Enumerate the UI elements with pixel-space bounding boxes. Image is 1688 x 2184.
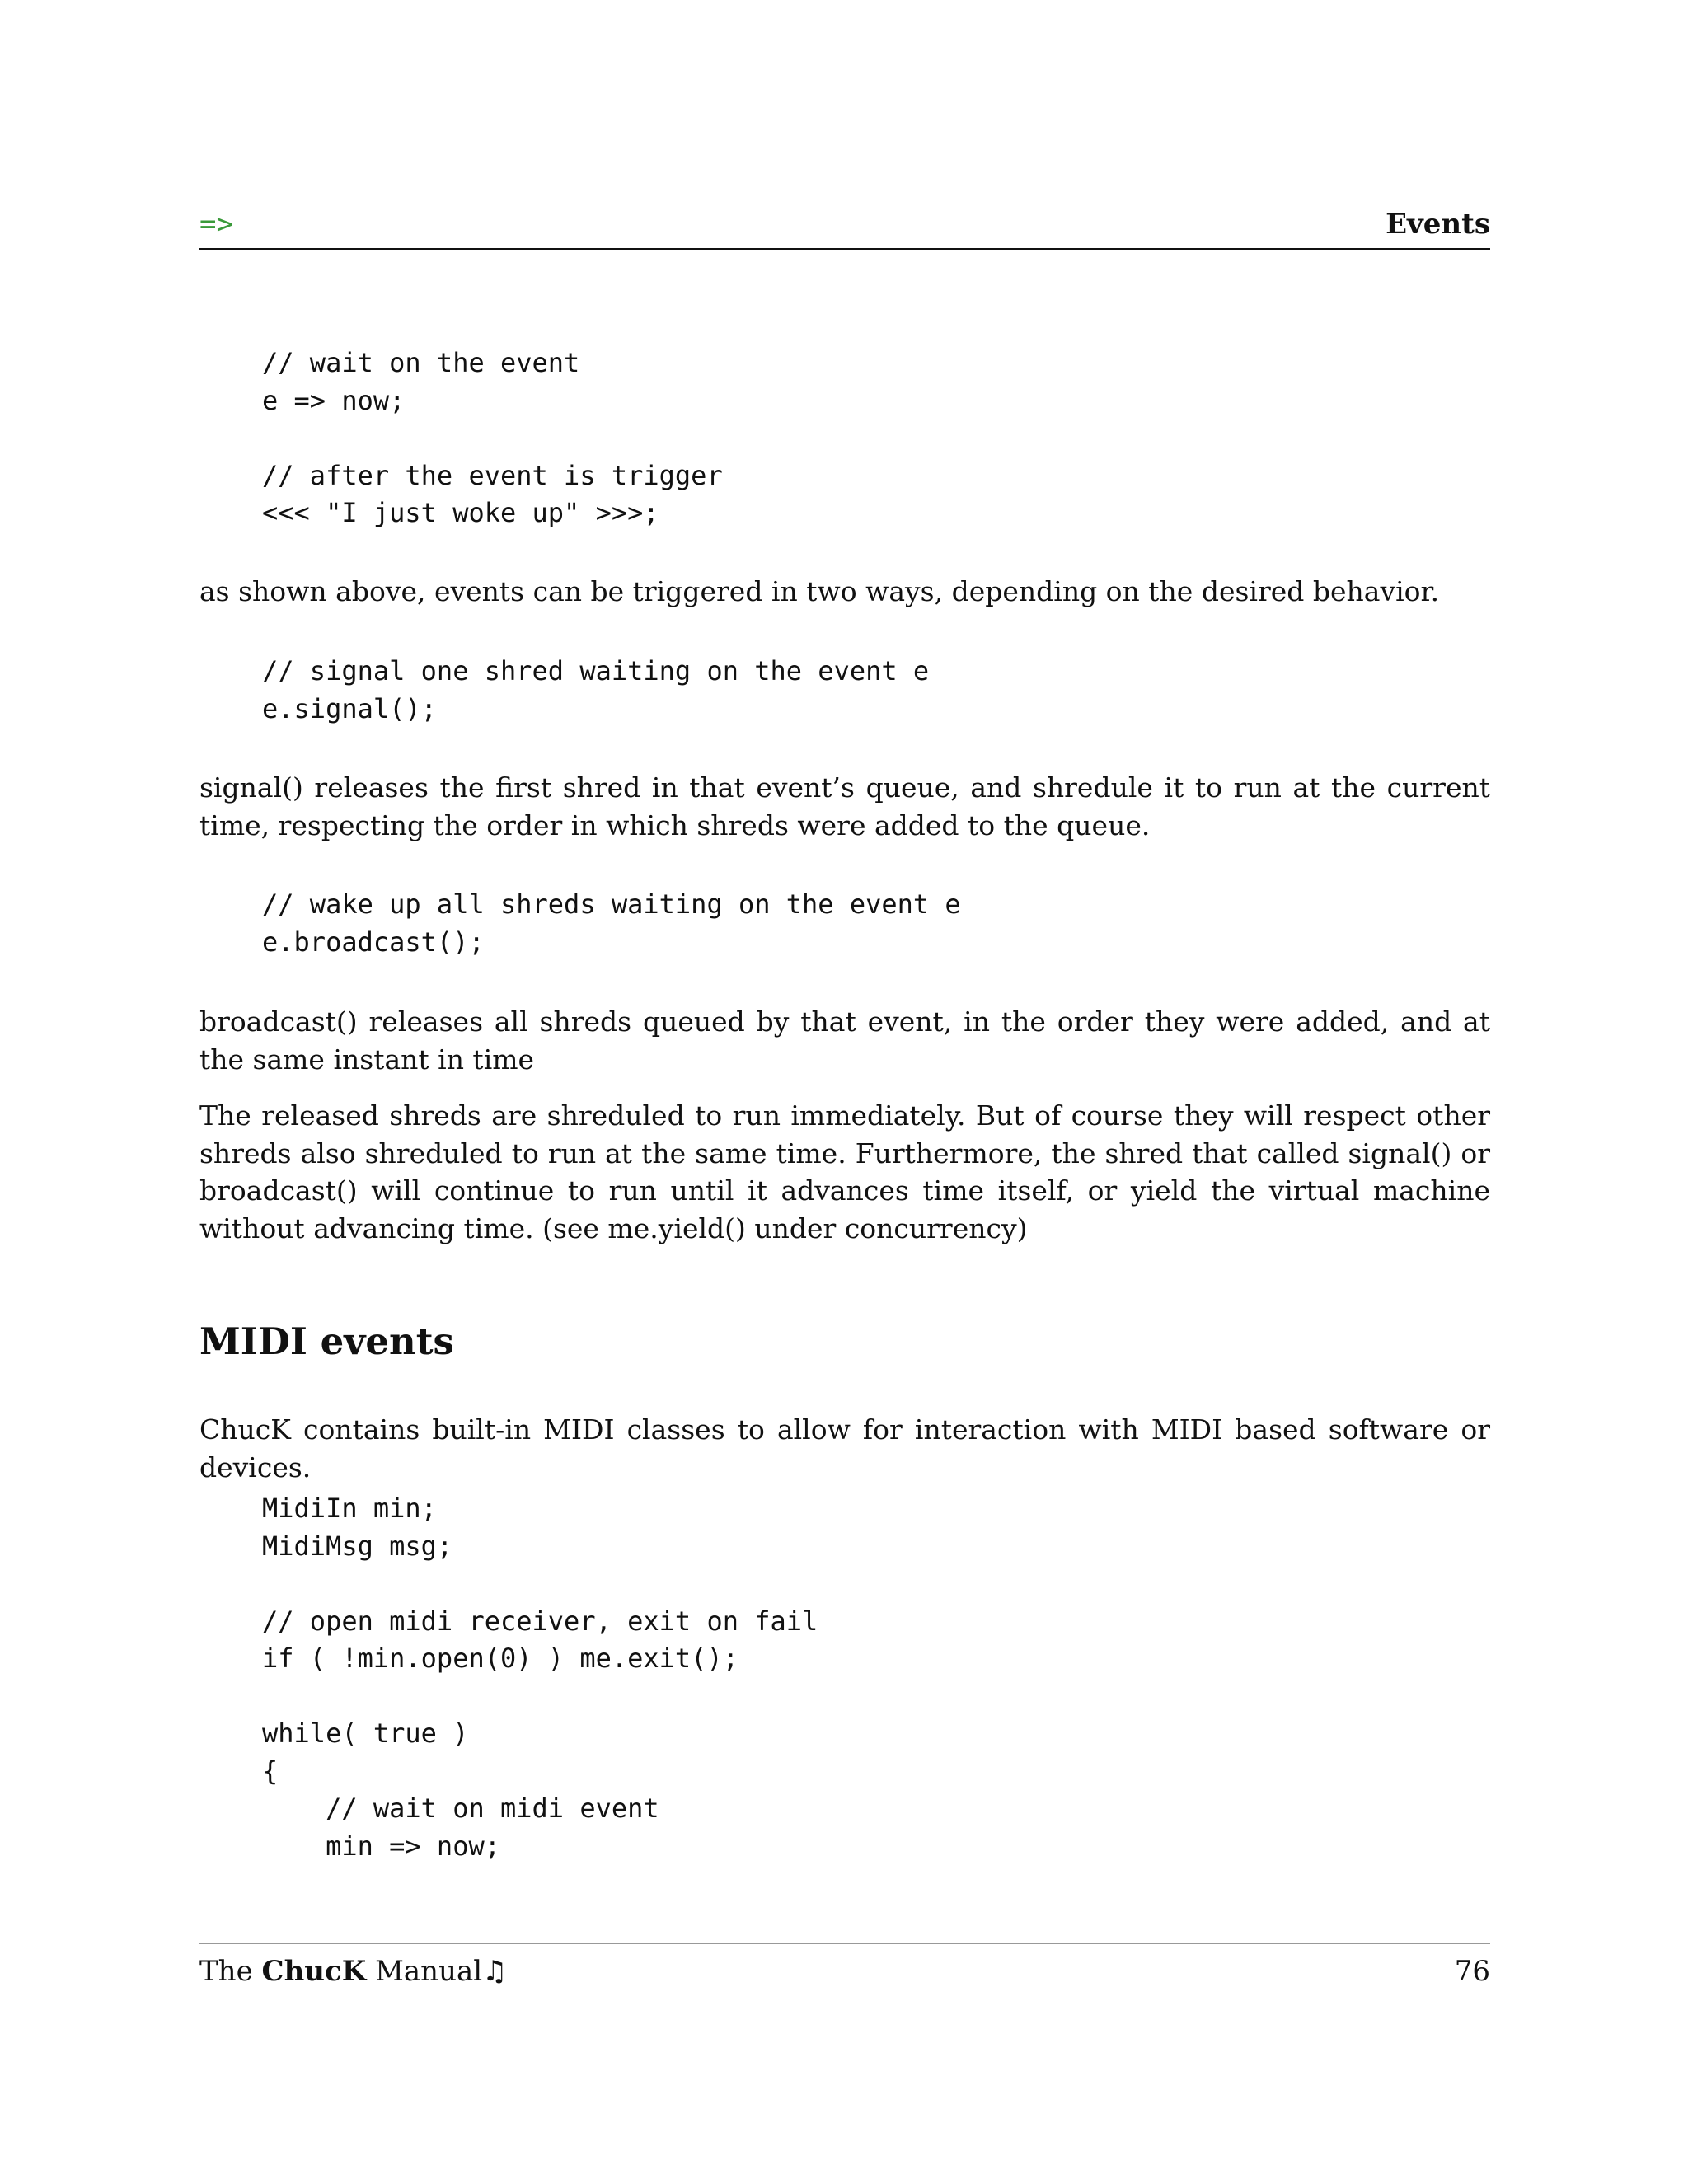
code-block-broadcast: // wake up all shreds waiting on the event e e.broadcast(); <box>262 888 961 958</box>
footer-brand: ChucK <box>261 1955 367 1988</box>
code-block-wait: // wait on the event e => now; // after the event is trigger <<< "I just woke up" >>>; <box>262 347 723 528</box>
header-chapter-title: Events <box>1386 208 1490 241</box>
code-block-midi: MidiIn min; MidiMsg msg; // open midi receiver, exit on fail if ( !min.open(0) ) me.exit(); while( true ) { // wait on midi event min => now; <box>262 1493 818 1862</box>
page-number: 76 <box>1454 1955 1490 1988</box>
footer-suffix: Manual♫ <box>366 1955 508 1988</box>
running-header <box>199 208 1490 249</box>
paragraph-signal-description: signal() releases the first shred in that event’s queue, and shredule it to run at the current time, respecting the order in which shreds were added to the queue. <box>199 771 1490 841</box>
paragraph-midi-intro: ChucK contains built-in MIDI classes to allow for interaction with MIDI based software or devices. <box>199 1413 1490 1483</box>
paragraph-released-shreds: The released shreds are shreduled to run immediately. But of course they will respect other shreds also shreduled to run at the same time. Furthermore, the shred that called signal() or broadcast() will continue to run until it advances time itself, or yield the virtual machine without advancing time. (see me.yield() under concurrency) <box>199 1099 1490 1244</box>
header-arrow-symbol: => <box>199 208 233 241</box>
section-heading-midi-events: MIDI events <box>199 1319 454 1363</box>
code-block-signal: // signal one shred waiting on the event e e.signal(); <box>262 655 930 724</box>
footer-divider <box>199 1943 1490 1944</box>
header-divider <box>199 248 1490 250</box>
footer-manual-title <box>199 1952 508 1990</box>
footer-prefix: The <box>199 1955 262 1988</box>
paragraph-broadcast-description: broadcast() releases all shreds queued by that event, in the order they were added, and at the same instant in time <box>199 1005 1490 1076</box>
paragraph-triggered: as shown above, events can be triggered in two ways, depending on the desired behavior. <box>199 575 1440 607</box>
